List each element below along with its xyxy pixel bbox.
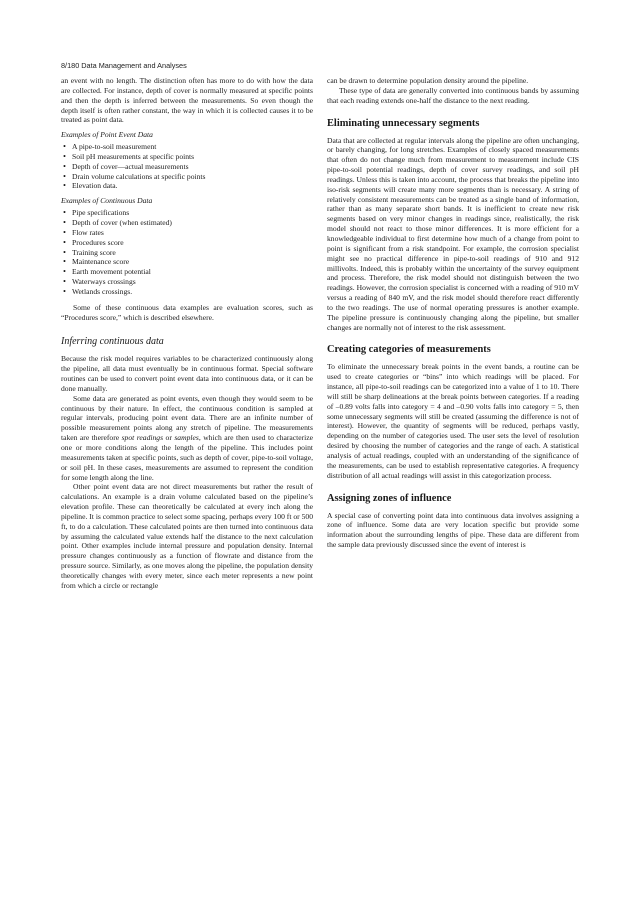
inferring-paragraph-3: Other point event data are not direct measurements but rather the result of calculations. An example is a drain volume calculated based on the pipeline’s elevation profile. These can theoretically be calculated at every inch along the pipeline. It is common practice to select some spacing, perhaps every 100 ft or 500 ft, to do a calculation. These calculated points are then turned into continuous data by assuming the calculated value extends half the distance to the next calculation point. Other examples include internal pressure and population density. Internal pressure changes continuously as a function of flowrate and distance from the pressure source. Similarly, as one moves along the pipeline, the population density theoretically changes with every meter, since each meter represents a new point from which a circle or rectangle: [61, 482, 313, 590]
list-item: • Wetlands crossings.: [61, 287, 313, 297]
list-item: • Pipe specifications: [61, 208, 313, 218]
list-item: • A pipe-to-soil measurement: [61, 142, 313, 152]
list-item: • Procedures score: [61, 238, 313, 248]
creating-paragraph: To eliminate the unnecessary break points in the event bands, a routine can be used to create categories or “bins” into which readings will be placed. For instance, all pipe-to-soil readings can be categorized into a value of 1 to 10. There will still be sharp delineations at the break points between categories. If a reading of –0.89 volts falls into category = 4 and –0.90 volts falls into category = 5, then some unnecessary segments will still be created (assuming the difference is not of interest). However, the quantity of segments will be reduced, perhaps vastly, depending on the number of categories used. The user sets the level of resolution desired by choosing the number of categories and the range of each. A statistical analysis of actual readings, coupled with an understanding of the significance of the measurements, can be used to establish representative categories. A frequency distribution of all actual readings will assist in this categorization process.: [327, 362, 579, 480]
continued-paragraph-1: can be drawn to determine population density around the pipeline.: [327, 76, 529, 85]
spot-readings-emphasis: spot readings: [121, 433, 164, 443]
inferring-paragraph-2: [61, 394, 313, 483]
right-column: [327, 76, 579, 550]
inferring-paragraph-2-or: or: [163, 433, 175, 443]
inferring-paragraph-2-part-b: , which are then used to characterize one or more conditions along the length of the pipeline. This includes point measurements taken at specific points, such as depth of cover, pipe-to-soil voltage, or soil pH. In these cases, measurements are assumed to represent the condition for some length along the line.: [61, 433, 314, 482]
continuous-examples-list: [61, 208, 313, 297]
creating-heading: Creating categories of measurements: [327, 344, 491, 356]
continuous-examples-title: Examples of Continuous Data: [61, 196, 153, 206]
list-item: • Flow rates: [61, 228, 313, 238]
list-item: • Depth of cover—actual measurements: [61, 162, 313, 172]
left-column: [61, 76, 313, 591]
assigning-heading: Assigning zones of influence: [327, 492, 452, 504]
list-item: • Soil pH measurements at specific points: [61, 152, 313, 162]
point-examples-title: Examples of Point Event Data: [61, 130, 153, 140]
list-item: • Maintenance score: [61, 257, 313, 267]
list-item: • Waterways crossings: [61, 277, 313, 287]
point-examples-list: [61, 142, 313, 191]
eliminating-heading: Eliminating unnecessary segments: [327, 117, 480, 129]
inferring-heading: Inferring continuous data: [61, 336, 164, 348]
list-item: • Depth of cover (when estimated): [61, 218, 313, 228]
eliminating-paragraph: Data that are collected at regular intervals along the pipeline are often unchanging, or barely changing, for long stretches. Examples of closely spaced measurements that often do not change much from measurement to measurement include CIS pipe-to-soil potential readings, depth of cover survey readings, and soil pH readings. Unless this is taken into account, the process that breaks the pipeline into iso-risk segments will create many more segments than is necessary. A string of relatively consistent measurements can be treated as a single band of information, rather than as many separate short bands. It is inefficient to create new risk segments based on very minor changes in readings since, realistically, the risk model should not react to those minor differences. It is more efficient for a knowledgeable individual to first determine how much of a change from point to point is significant from a risk standpoint. For example, the corrosion specialist might see no practical difference in pipe-to-soil readings of 910 and 912 millivolts. Indeed, this is probably within the uncertainty of the survey equipment and process. Therefore, the risk model should not distinguish between the two readings. However, the corrosion specialist is concerned with a reading of 910 mV versus a reading of 840 mV, and the risk model should therefore react differently to the two readings. The use of normal operating pressures is another example. The pipeline pressure is continuously changing along the pipeline, but smaller changes are normally not of interest to the risk assessment.: [327, 135, 579, 332]
inferring-paragraph-1: Because the risk model requires variables to be characterized continuously along the pipeline, all data must eventually be in continuous format. Special software routines can be used to convert point event data into continuous data, or it can be done manually.: [61, 354, 313, 393]
continued-paragraph-2: These type of data are generally converted into continuous bands by assuming that each reading extends one-half the distance to the next reading.: [327, 85, 579, 105]
list-item: • Training score: [61, 248, 313, 258]
list-item: • Elevation data.: [61, 181, 313, 191]
page-header: 8/180 Data Management and Analyses: [61, 61, 187, 70]
list-item: • Earth movement potential: [61, 267, 313, 277]
samples-emphasis: samples: [174, 433, 199, 443]
list-item: • Drain volume calculations at specific points: [61, 172, 313, 182]
evaluation-paragraph: Some of these continuous data examples are evaluation scores, such as “Procedures score,” which is described elsewhere.: [61, 302, 313, 322]
inferring-paragraph-2-part-a: Some data are generated as point events, even though they would seem to be continuous by their nature. In effect, the continuous condition is sampled at regular intervals, producing point event data. There are an infinite number of possible measurement points along any stretch of pipeline. The measurements taken are therefore: [61, 393, 313, 443]
assigning-paragraph: A special case of converting point data into continuous data involves assigning a zone of influence. Some data are very location specific but provide some information about the surrounding lengths of pipe. These data are different from the sample data previously discussed since the event of interest is: [327, 510, 579, 550]
intro-paragraph: an event with no length. The distinction often has more to do with how the data are collected. For instance, depth of cover is normally measured at specific points and then the depth is inferred between the measurements. So even though the depth itself is often rather constant, the way in which it is collected causes it to be treated as point data.: [61, 76, 313, 125]
